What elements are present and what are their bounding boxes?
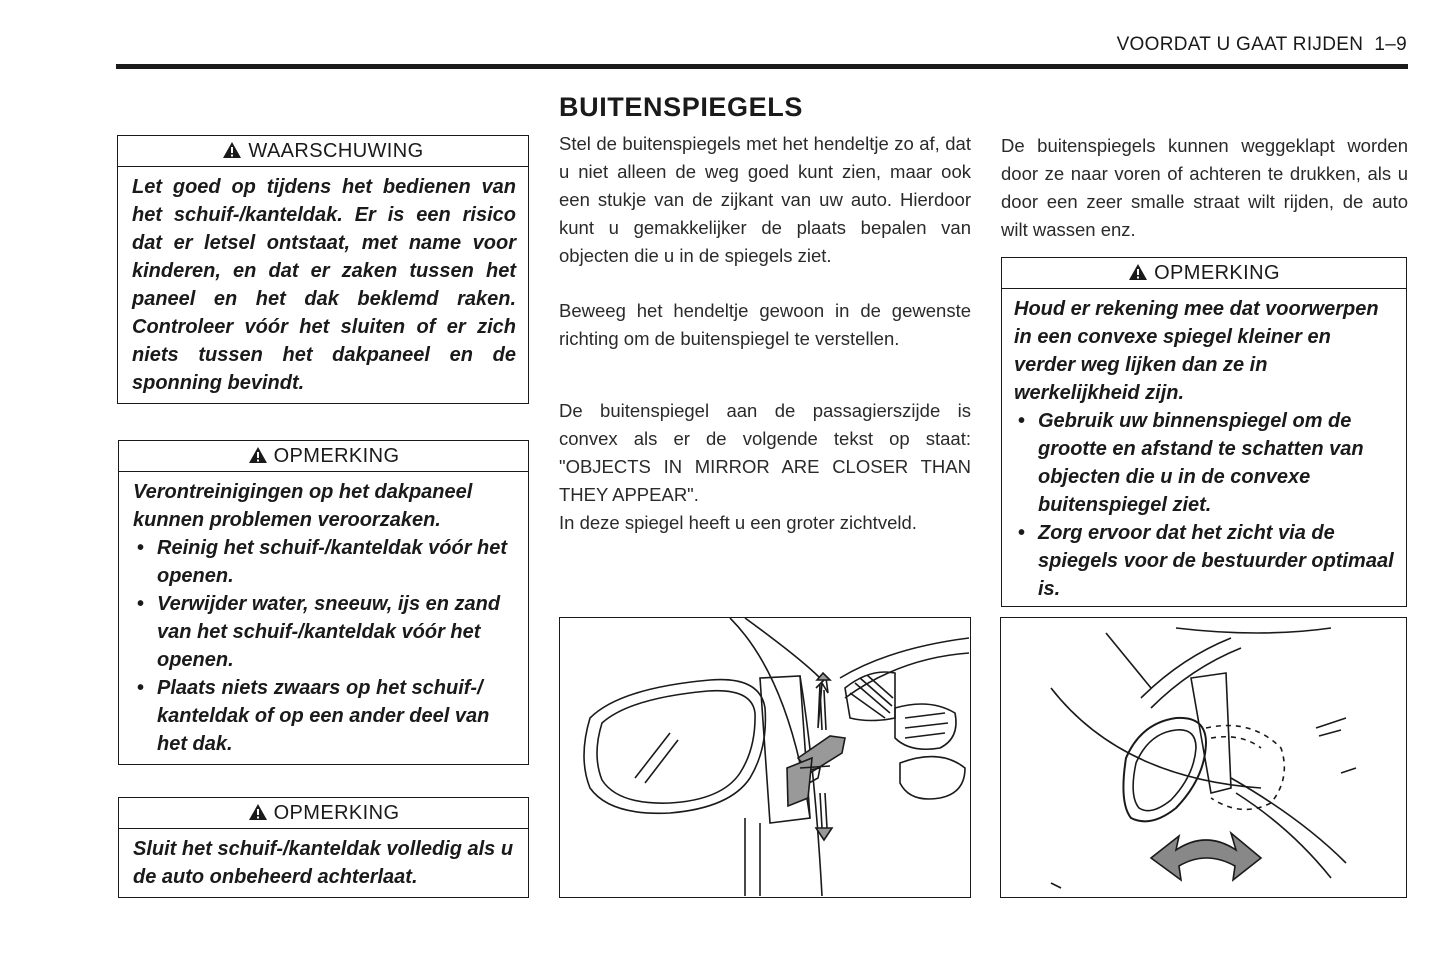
list-item: • Zorg ervoor dat het zicht via de spiegels voor de bestuurder optimaal is. (1014, 519, 1394, 603)
note-heading-1 (119, 441, 528, 472)
note-heading-label: OPMERKING (1154, 262, 1280, 284)
paragraph-fold: De buitenspiegels kunnen weggeklapt worden door ze naar voren of achteren te drukken, als u door een zeer smalle straat wilt rijden, de auto wilt wassen enz. (1001, 135, 1408, 240)
list-item: • Reinig het schuif-/kanteldak vóór het openen. (133, 534, 516, 590)
note-body-1 (119, 472, 528, 766)
note-box-close-roof (118, 797, 529, 898)
list-item: • Verwijder water, sneeuw, ijs en zand van het schuif-/kanteldak vóór het openen. (133, 590, 516, 674)
paragraph-convex: De buitenspiegel aan de passagierszijde is convex als er de volgende tekst op staat: "OBJECTS IN MIRROR ARE CLOSER THAN THEY APPEAR". (559, 400, 971, 505)
note-body-3 (1002, 289, 1406, 611)
list-item: • Plaats niets zwaars op het schuif-/ kanteldak of op een ander deel van het dak. (133, 674, 516, 758)
warning-heading-label: WAARSCHUWING (248, 140, 424, 162)
paragraph-move-lever: Beweeg het hendeltje gewoon in de gewenste richting om de buitenspiegel te verstellen. (559, 300, 971, 349)
note-heading-label: OPMERKING (273, 802, 400, 824)
warning-text: Let goed op tijdens het bedienen van het schuif-/kanteldak. Er is een risico dat er letsel ontstaat, met name voor kinderen, en dat er zaken tussen het paneel en het dak beklemd raken. Controleer vóór het sluiten of er zich niets tussen het dakpaneel en de sponning bevindt. (132, 176, 516, 394)
page-number: 1–9 (1374, 34, 1407, 55)
paragraph-adjust: Stel de buitenspiegels met het hendeltje zo af, dat u niet alleen de weg goed kunt zien, maar ook een stukje van de zijkant van uw auto. Hierdoor kunt u gemakkelijker de plaats bepalen van objecten die u in de spiegels ziet. (559, 133, 971, 266)
note-box-dirt (118, 440, 529, 765)
note-heading-3 (1002, 258, 1406, 289)
note-heading-label: OPMERKING (273, 445, 400, 467)
mirror-fold-illustration (1000, 617, 1407, 898)
mirror-adjust-illustration (559, 617, 971, 898)
note-box-convex (1001, 257, 1407, 607)
warning-triangle-icon (1128, 260, 1148, 290)
page-header (1117, 34, 1407, 56)
note-intro: Verontreinigingen op het dakpaneel kunnen problemen veroorzaken. (133, 481, 473, 531)
section-title: BUITENSPIEGELS (559, 92, 803, 122)
note-bullet-list (133, 534, 516, 758)
warning-heading (118, 136, 528, 167)
paragraph-field-of-view: In deze spiegel heeft u een groter zichtveld. (559, 512, 917, 533)
note-bullet-list (1014, 407, 1394, 603)
header-section-title: VOORDAT U GAAT RIJDEN (1116, 34, 1364, 55)
warning-triangle-icon (248, 800, 268, 830)
note-intro: Houd er rekening mee dat voorwerpen in een convexe spiegel kleiner en verder weg lijken dan ze in werkelijkheid zijn. (1014, 298, 1379, 404)
warning-triangle-icon (248, 443, 268, 473)
note-text: Sluit het schuif-/kanteldak volledig als u de auto onbeheerd achterlaat. (133, 838, 514, 888)
list-item: • Gebruik uw binnenspiegel om de grootte en afstand te schatten van objecten die u in de convexe buitenspiegel ziet. (1014, 407, 1394, 519)
warning-triangle-icon (222, 138, 242, 168)
note-heading-2 (119, 798, 528, 829)
warning-body (118, 167, 528, 405)
header-rule (116, 64, 1408, 69)
warning-box (117, 135, 529, 404)
note-body-2 (119, 829, 528, 899)
